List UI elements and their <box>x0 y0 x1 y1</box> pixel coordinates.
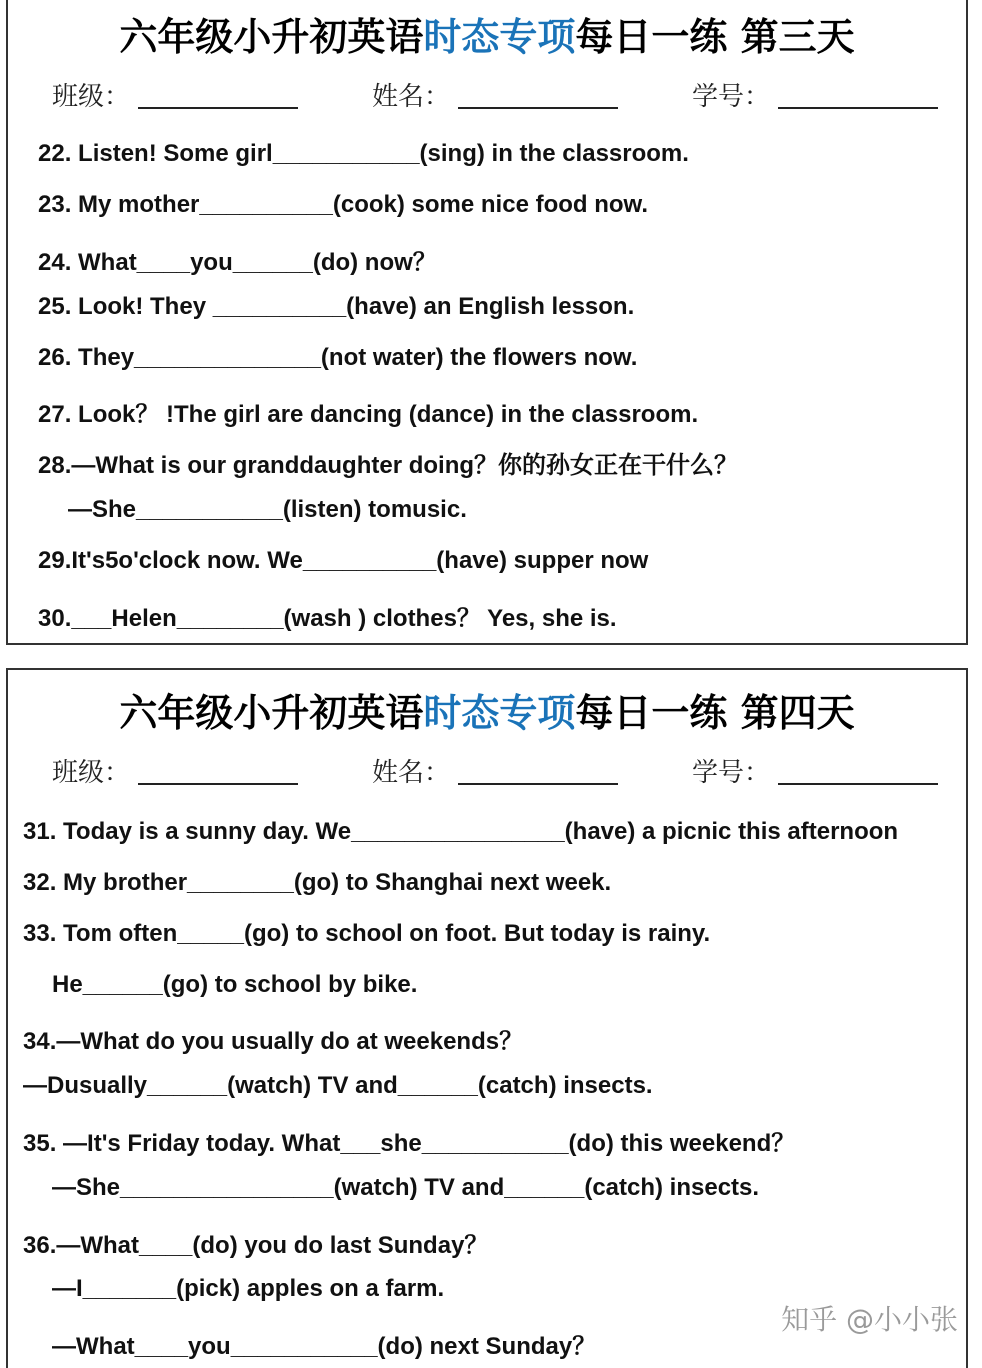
question-24: 24. What____you______(do) now？ <box>38 249 437 276</box>
name-field <box>372 76 618 113</box>
question-34-answer: —Dusually______(watch) TV and______(catch) insects. <box>23 1072 653 1099</box>
question-28: 28.—What is our granddaughter doing？你的孙女正在干什么？ <box>38 452 739 479</box>
title-highlight: 时态专项 <box>423 15 576 59</box>
question-35-answer: —She________________(watch) TV and______(catch) insects. <box>52 1174 760 1201</box>
question-29: 29.It's5o'clock now. We__________(have) supper now <box>38 547 649 574</box>
name-blank[interactable] <box>458 85 618 109</box>
student-info-row <box>8 752 966 788</box>
name-field <box>372 752 618 789</box>
question-27: 27. Look？ !The girl are dancing (dance) in the classroom. <box>38 401 699 428</box>
question-33-continued: He______(go) to school by bike. <box>52 971 418 998</box>
question-28-answer: —She___________(listen) tomusic. <box>68 496 467 523</box>
title-suffix: 每日一练 第四天 <box>575 691 855 735</box>
name-label: 姓名： <box>372 82 451 112</box>
question-36: 36.—What____(do) you do last Sunday？ <box>23 1232 489 1259</box>
question-32: 32. My brother________(go) to Shanghai next week. <box>23 869 612 896</box>
worksheet-title <box>8 6 966 61</box>
number-blank[interactable] <box>778 761 938 785</box>
name-blank[interactable] <box>458 761 618 785</box>
question-34: 34.—What do you usually do at weekends？ <box>23 1028 524 1055</box>
number-field <box>692 752 938 789</box>
class-blank[interactable] <box>138 761 298 785</box>
question-36-answer: —I_______(pick) apples on a farm. <box>52 1275 445 1302</box>
question-26: 26. They______________(not water) the flowers now. <box>38 344 638 371</box>
name-label: 姓名： <box>372 758 451 788</box>
question-25: 25. Look! They __________(have) an English lesson. <box>38 293 635 320</box>
question-36-followup: —What____you___________(do) next Sunday？ <box>52 1333 597 1360</box>
question-31: 31. Today is a sunny day. We________________(have) a picnic this afternoon <box>23 818 899 845</box>
class-blank[interactable] <box>138 85 298 109</box>
question-33: 33. Tom often_____(go) to school on foot. But today is rainy. <box>23 920 711 947</box>
title-highlight: 时态专项 <box>423 691 576 735</box>
number-blank[interactable] <box>778 85 938 109</box>
question-30: 30.___Helen________(wash ) clothes？ Yes, she is. <box>38 605 617 632</box>
class-label: 班级： <box>52 758 131 788</box>
number-field <box>692 76 938 113</box>
class-field <box>52 752 298 789</box>
student-info-row <box>8 76 966 112</box>
title-prefix: 六年级小升初英语 <box>119 15 424 59</box>
title-suffix: 每日一练 第三天 <box>575 15 855 59</box>
question-35: 35. —It's Friday today. What___she___________(do) this weekend？ <box>23 1130 796 1157</box>
class-label: 班级： <box>52 82 131 112</box>
worksheet-title <box>8 682 966 737</box>
worksheet-day-4 <box>6 668 968 1368</box>
question-23: 23. My mother__________(cook) some nice food now. <box>38 191 648 218</box>
question-22: 22. Listen! Some girl___________(sing) in the classroom. <box>38 140 689 167</box>
number-label: 学号： <box>692 758 771 788</box>
worksheet-day-3 <box>6 0 968 645</box>
title-prefix: 六年级小升初英语 <box>119 691 424 735</box>
watermark: 知乎 @小小张 <box>781 1303 958 1336</box>
class-field <box>52 76 298 113</box>
number-label: 学号： <box>692 82 771 112</box>
